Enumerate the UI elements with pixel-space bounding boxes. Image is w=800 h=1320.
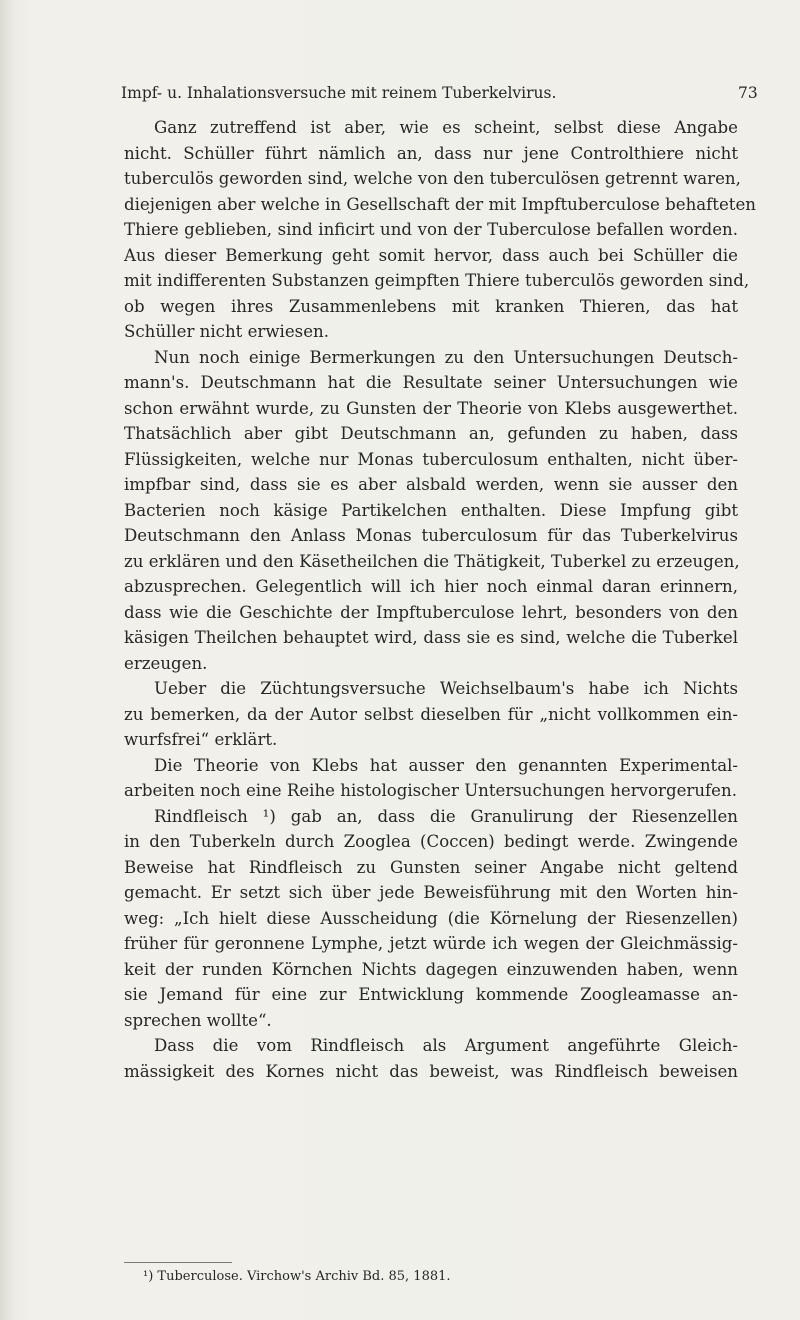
text-line: Dass die vom Rindfleisch als Argument angeführte Gleich- <box>154 1036 738 1055</box>
text-line: Thiere geblieben, sind inficirt und von der Tuberculose befallen worden. <box>124 220 738 239</box>
text-line: zu bemerken, da der Autor selbst dieselben für „nicht vollkommen ein- <box>124 704 738 724</box>
paragraph-3 <box>124 676 738 753</box>
text-line: nicht. Schüller führt nämlich an, dass nur jene Controlthiere nicht <box>124 143 738 163</box>
text-line: Bacterien noch käsige Partikelchen enthalten. Diese Impfung gibt <box>124 500 738 520</box>
text-line: Schüller nicht erwiesen. <box>124 322 329 341</box>
text-line: gemacht. Er setzt sich über jede Beweisführung mit den Worten hin- <box>124 883 738 902</box>
text-line: Beweise hat Rindfleisch zu Gunsten seiner Angabe nicht geltend <box>124 857 738 877</box>
text-line: früher für geronnene Lymphe, jetzt würde ich wegen der Gleichmässig- <box>124 934 738 953</box>
footnote: ¹) Tuberculose. Virchow's Archiv Bd. 85, 1881. <box>143 1269 451 1284</box>
paragraph-6 <box>124 1033 738 1084</box>
running-head: Impf- u. Inhalationsversuche mit reinem Tuberkelvirus. <box>121 84 557 102</box>
text-line: käsigen Theilchen behauptet wird, dass sie es sind, welche die Tuberkel <box>124 628 738 647</box>
paragraph-5 <box>124 804 738 1034</box>
paragraph-1 <box>124 115 756 345</box>
page-number: 73 <box>738 84 758 102</box>
text-line: weg: „Ich hielt diese Ausscheidung (die Körnelung der Riesenzellen) <box>124 908 738 928</box>
text-line: Deutschmann den Anlass Monas tuberculosum für das Tuberkelvirus <box>124 526 738 545</box>
text-line: diejenigen aber welche in Gesellschaft der mit Impftuberculose behafteten <box>124 194 756 214</box>
text-line: zu erklären und den Käsetheilchen die Thätigkeit, Tuberkel zu erzeugen, <box>124 551 740 571</box>
text-line: Aus dieser Bemerkung geht somit hervor, dass auch bei Schüller die <box>124 245 738 265</box>
text-line: arbeiten noch eine Reihe histologischer Untersuchungen hervorgerufen. <box>124 781 737 800</box>
text-line: keit der runden Körnchen Nichts dagegen einzuwenden haben, wenn <box>124 959 738 979</box>
text-line: dass wie die Geschichte der Impftuberculose lehrt, besonders von den <box>124 602 738 622</box>
text-line: in den Tuberkeln durch Zooglea (Coccen) bedingt werde. Zwingende <box>124 832 738 851</box>
text-line: mässigkeit des Kornes nicht das beweist, was Rindfleisch beweisen <box>124 1061 738 1081</box>
text-line: erzeugen. <box>124 653 208 673</box>
text-line: tuberculös geworden sind, welche von den tuberculösen getrennt waren, <box>124 169 741 188</box>
text-line: Rindfleisch ¹) gab an, dass die Granulirung der Riesenzellen <box>154 806 738 826</box>
text-line: schon erwähnt wurde, zu Gunsten der Theorie von Klebs ausgewerthet. <box>124 398 738 418</box>
text-line: sie Jemand für eine zur Entwicklung kommende Zoogleamasse an- <box>124 985 738 1004</box>
text-line: Ganz zutreffend ist aber, wie es scheint, selbst diese Angabe <box>154 118 738 137</box>
footnote-rule <box>124 1262 232 1263</box>
paragraph-4 <box>124 753 738 804</box>
text-line: ob wegen ihres Zusammenlebens mit kranken Thieren, das hat <box>124 296 738 316</box>
text-line: Nun noch einige Bermerkungen zu den Untersuchungen Deutsch- <box>154 347 738 367</box>
text-line: Thatsächlich aber gibt Deutschmann an, gefunden zu haben, dass <box>124 424 738 443</box>
text-line: mann's. Deutschmann hat die Resultate seiner Untersuchungen wie <box>124 373 738 392</box>
paragraph-2 <box>124 345 738 677</box>
page-header <box>0 84 800 110</box>
text-line: Die Theorie von Klebs hat ausser den genannten Experimental- <box>154 755 738 775</box>
body-text <box>124 115 756 1084</box>
text-line: wurfsfrei“ erklärt. <box>124 730 278 749</box>
text-line: Ueber die Züchtungsversuche Weichselbaum's habe ich Nichts <box>154 679 738 698</box>
text-line: sprechen wollte“. <box>124 1010 272 1030</box>
text-line: impfbar sind, dass sie es aber alsbald werden, wenn sie ausser den <box>124 475 738 494</box>
text-line: abzusprechen. Gelegentlich will ich hier noch einmal daran erinnern, <box>124 577 738 596</box>
text-line: Flüssigkeiten, welche nur Monas tuberculosum enthalten, nicht über- <box>124 449 738 469</box>
text-line: mit indifferenten Substanzen geimpften Thiere tuberculös geworden sind, <box>124 271 750 290</box>
